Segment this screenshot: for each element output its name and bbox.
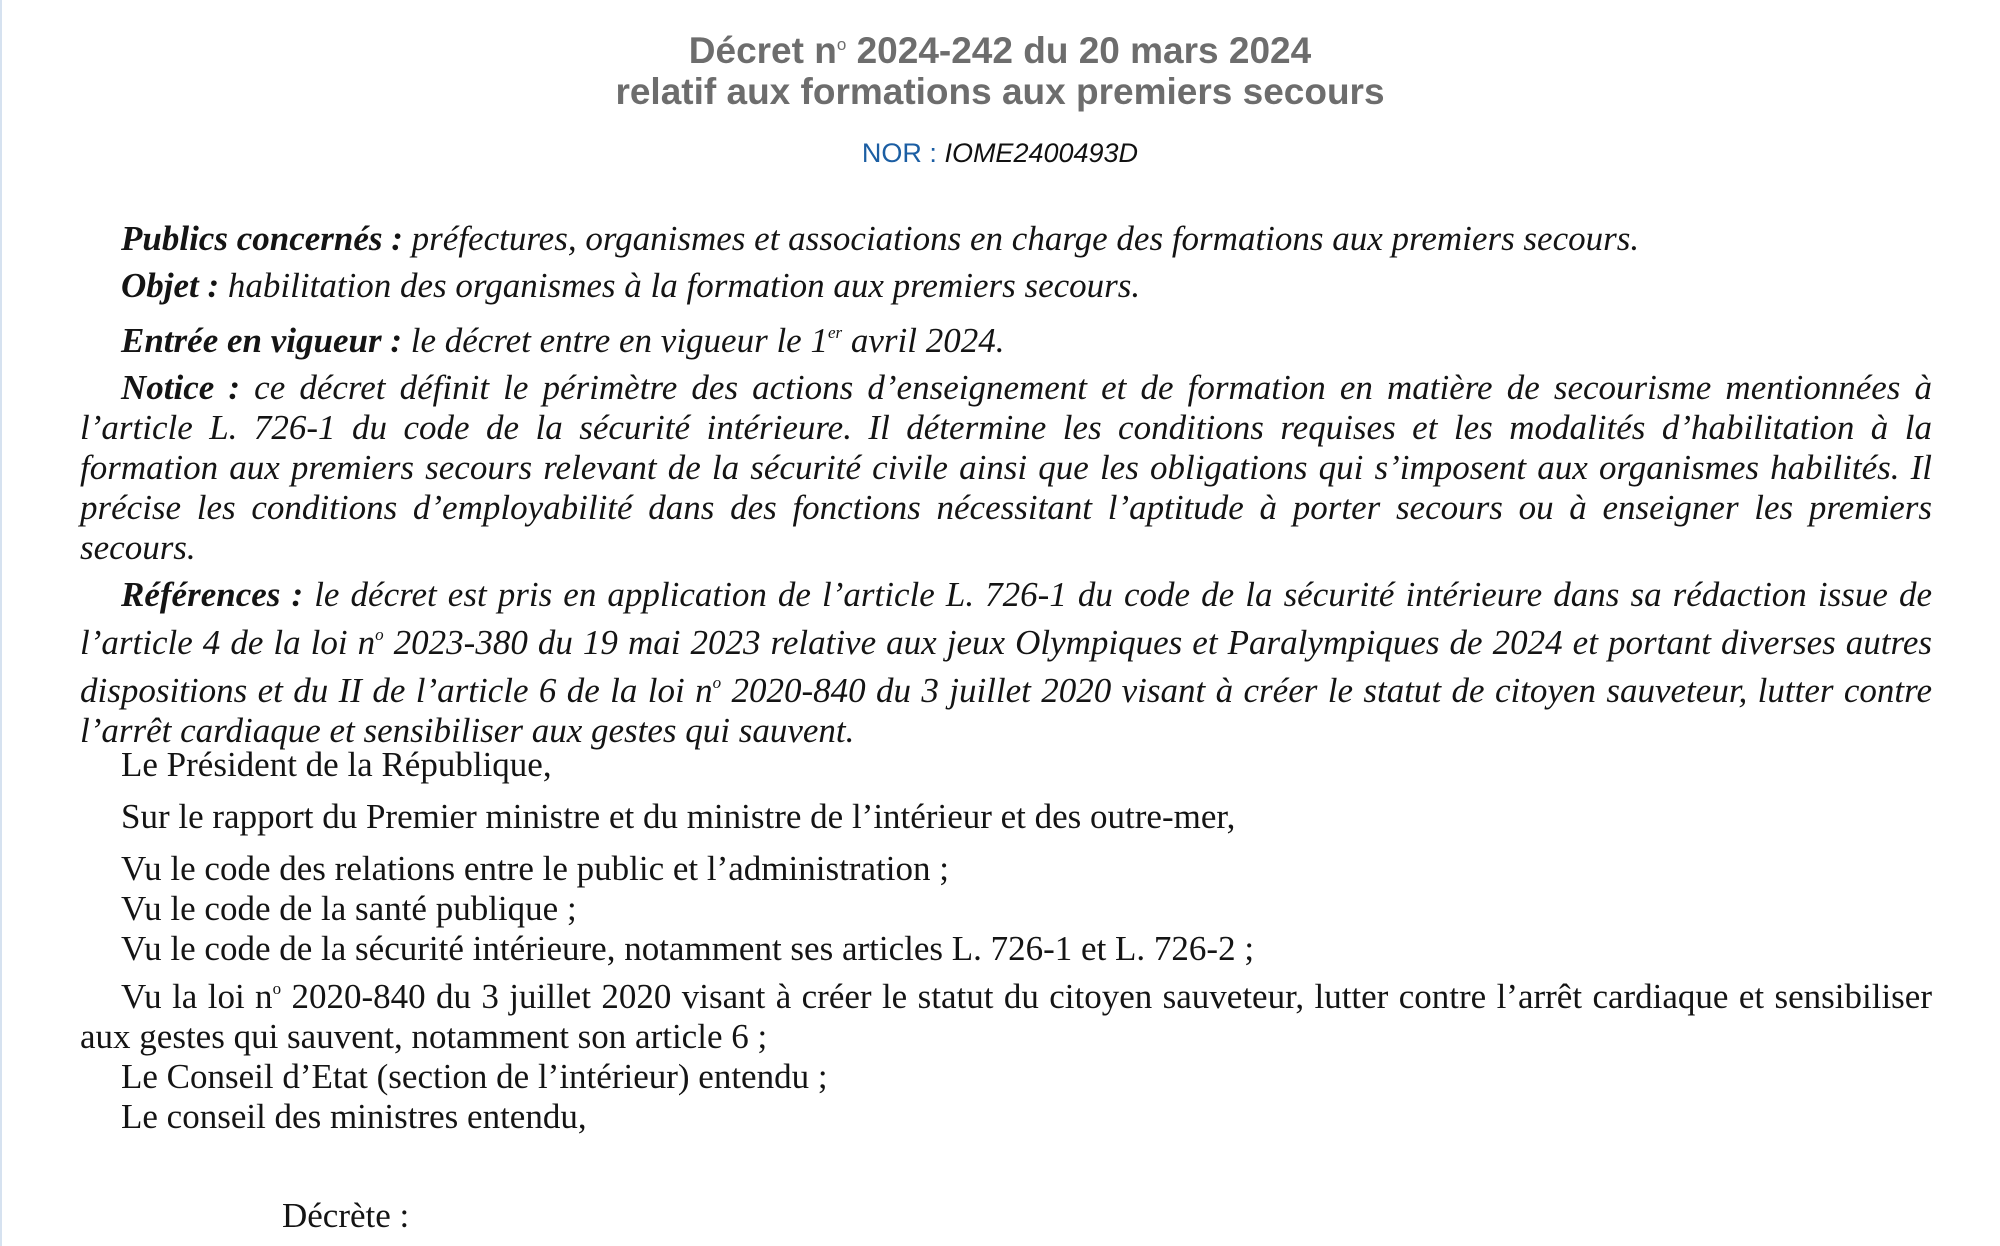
visa-president: Le Président de la République,: [121, 745, 552, 784]
visa-code-securite: Vu le code de la sécurité intérieure, notamment ses articles L. 726-1 et L. 726-2 ;: [121, 929, 1255, 968]
nor-reference: [0, 138, 2000, 169]
decree-title-line-2: relatif aux formations aux premiers secours: [615, 71, 1385, 112]
summary-entree-label: Entrée en vigueur :: [121, 321, 402, 360]
decree-title-line-1: Décret $n^o$ 2024-242 du 20 mars 2024: [688, 30, 1312, 71]
visa-conseil-ministres: Le conseil des ministres entendu,: [121, 1097, 587, 1136]
nor-label: NOR :: [861, 138, 945, 168]
summary-objet-label: Objet :: [121, 266, 220, 305]
visa-code-sante: Vu le code de la santé publique ;: [121, 889, 577, 928]
visa-code-relations: Vu le code des relations entre le public et l’administration ;: [121, 849, 949, 888]
visa-rapport: Sur le rapport du Premier ministre et du ministre de l’intérieur et des outre-mer,: [121, 797, 1236, 836]
summary-entree-en-vigueur: Entrée en vigueur : le décret entre en vigueur le 1er avril 2024.: [121, 321, 1005, 360]
decree-summary: [80, 219, 1932, 758]
summary-references-label: Références :: [121, 575, 304, 614]
visa-loi-2020-840: Vu la loi $n^o$ 2020-840 du 3 juillet 2020 visant à créer le statut du citoyen sauveteur, lutter contre l’arrêt cardiaque et sensibiliser aux gestes qui sauvent, notamment son article 6 ;: [80, 977, 1932, 1056]
decree-title: [0, 24, 2000, 112]
summary-publics: Publics concernés : préfectures, organismes et associations en charge des formations aux premiers secours.: [121, 219, 1640, 258]
summary-notice-label: Notice :: [121, 368, 241, 407]
summary-references: Références : le décret est pris en application de l’article L. 726-1 du code de la sécurité intérieure dans sa rédaction issue de l’article 4 de la loi $n^o$ 2023-380 du 19 mai 2023 relative aux jeux Olympiques et Paralympiques de 2024 et portant diverses autres dispositions et du II de l’article 6 de la loi $n^o$ 2020-840 du 3 juillet 2020 visant à créer le statut de citoyen sauveteur, lutter contre l’arrêt cardiaque et sensibiliser aux gestes qui sauvent.: [80, 575, 1933, 750]
summary-publics-label: Publics concernés :: [121, 219, 403, 258]
visa-conseil-etat: Le Conseil d’Etat (section de l’intérieur) entendu ;: [121, 1057, 828, 1096]
summary-objet: Objet : habilitation des organismes à la formation aux premiers secours.: [121, 266, 1141, 305]
decrete-heading: Décrète :: [282, 1196, 410, 1235]
summary-notice: Notice : ce décret définit le périmètre des actions d’enseignement et de formation en matière de secourisme mentionnées à l’article L. 726-1 du code de la sécurité intérieure. Il détermine les conditions requises et les modalités d’habilitation à la formation aux premiers secours relevant de la sécurité civile ainsi que les obligations qui s’imposent aux organismes habilités. Il précise les conditions d’employabilité dans des fonctions nécessitant l’aptitude à porter secours ou à enseigner les premiers secours.: [80, 368, 1932, 567]
decree-visas: [80, 745, 1932, 1137]
nor-value: IOME2400493D: [944, 138, 1139, 168]
